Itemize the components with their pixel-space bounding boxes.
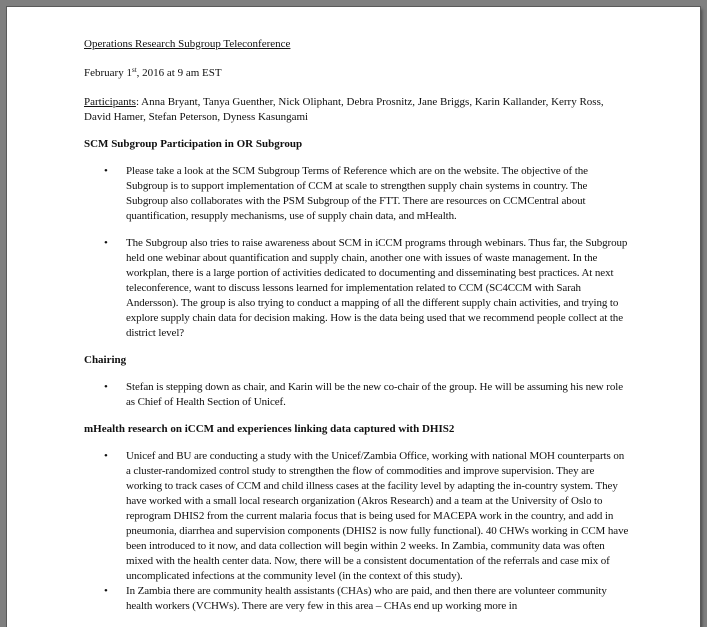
section-heading-mhealth: mHealth research on iCCM and experiences linking data captured with DHIS2 <box>84 423 455 435</box>
participants-line <box>84 95 629 125</box>
bullet-marker: • <box>104 585 108 597</box>
bullet-item <box>84 236 629 341</box>
document-content <box>84 37 629 614</box>
participants-label: Participants <box>84 96 136 108</box>
section-heading-scm: SCM Subgroup Participation in OR Subgroup <box>84 138 303 150</box>
bullet-item <box>84 584 629 614</box>
document-title: Operations Research Subgroup Teleconference <box>84 38 291 50</box>
meeting-date-suffix: , 2016 at 9 am EST <box>136 67 222 79</box>
section-heading-chairing: Chairing <box>84 354 127 366</box>
bullet-text: In Zambia there are community health assistants (CHAs) who are paid, and then there are volunteer community health workers (VCHWs). There are very few in this area – CHAs end up working more in <box>126 585 607 612</box>
meeting-date-superscript: st <box>131 66 137 74</box>
bullet-list-chairing <box>84 380 629 410</box>
meeting-date-prefix: February 1 <box>84 67 132 79</box>
bullet-list-scm <box>84 164 629 341</box>
bullet-marker: • <box>104 450 108 462</box>
participants-list: : Anna Bryant, Tanya Guenther, Nick Oliphant, Debra Prosnitz, Jane Briggs, Karin Kallander, Kerry Ross, David Hamer, Stefan Peterson, Dyness Kasungami <box>84 96 604 123</box>
bullet-marker: • <box>104 381 108 393</box>
bullet-text: Please take a look at the SCM Subgroup Terms of Reference which are on the website. The objective of the Subgroup is to support implementation of CCM at scale to strengthen supply chain systems in country. The Subgroup also collaborates with the PSM Subgroup of the FTT. There are resources on CCMCentral about quantification, resupply mechanisms, use of supply chain data, and mHealth. <box>126 165 588 222</box>
meeting-date <box>84 66 629 81</box>
bullet-item <box>84 449 629 584</box>
bullet-marker: • <box>104 165 108 177</box>
bullet-item <box>84 380 629 410</box>
bullet-list-mhealth <box>84 449 629 614</box>
bullet-text: The Subgroup also tries to raise awareness about SCM in iCCM programs through webinars. Thus far, the Subgroup held one webinar about quantification and supply chain, another one with issues of waste management. In the workplan, there is a large portion of activities dedicated to documenting and disseminating best practices. At next teleconference, want to discuss lessons learned for implementation related to CCM (SC4CCM with Sarah Andersson). The group is also trying to conduct a mapping of all the different supply chain activities, and trying to explore supply chain data for decision making. How is the data being used that we recommend people collect at the district level? <box>126 237 628 339</box>
bullet-marker: • <box>104 237 108 249</box>
bullet-item <box>84 164 629 224</box>
bullet-text: Unicef and BU are conducting a study with the Unicef/Zambia Office, working with national MOH counterparts on a cluster-randomized control study to strengthen the flow of commodities and improve supervision. They are working to track cases of CCM and child illness cases at the facility level by adapting the in-country system. They have worked with a small local research organization (Akros Research) and a team at the University of Oslo to reprogram DHIS2 from the current malaria focus that is being used for MACEPA work in the country, and add in pneumonia, diarrhea and supervision components (DHIS2 is now fully functional). 40 CHWs working in CCM have been introduced to it now, and data collection will begin within 2 weeks. In Zambia, community data was often mixed with the health center data. Now, there will be a consistent documentation of the referrals and case mix of uncomplicated infections at the community level (in the context of this study). <box>126 450 629 582</box>
bullet-text: Stefan is stepping down as chair, and Karin will be the new co-chair of the group. He will be assuming his new role as Chief of Health Section of Unicef. <box>126 381 623 408</box>
document-page <box>7 7 700 627</box>
